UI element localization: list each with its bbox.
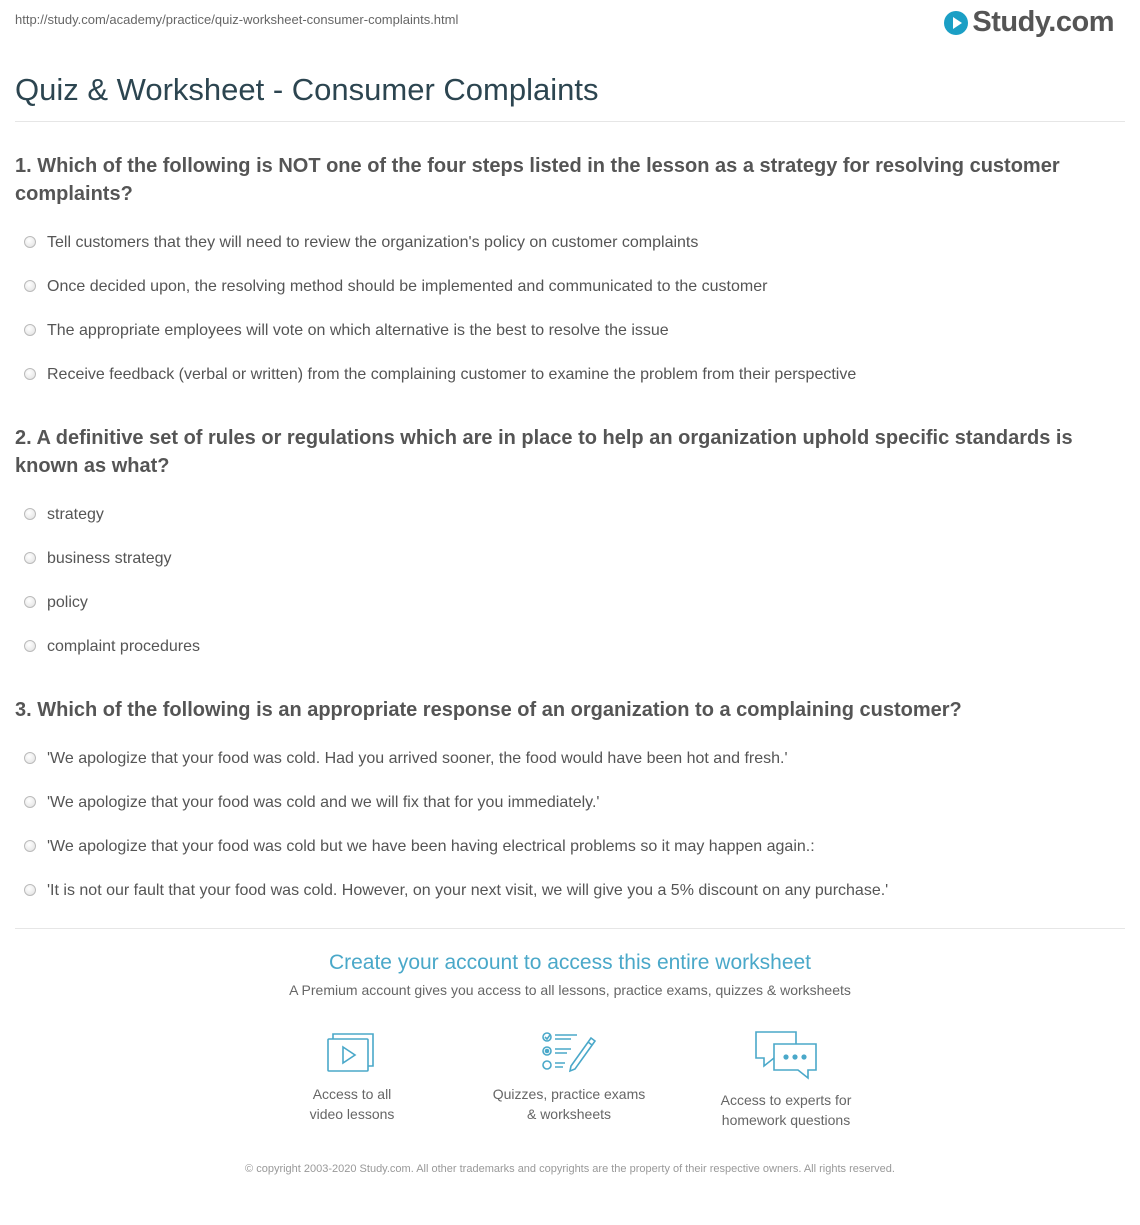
answer-text: 'It is not our fault that your food was cold. However, on your next visit, we will give you a 5% discount on any purchase.'	[47, 882, 889, 899]
answer-option[interactable]	[15, 625, 1125, 669]
radio-button[interactable]	[24, 840, 36, 852]
radio-button[interactable]	[24, 280, 36, 292]
radio-button[interactable]	[24, 884, 36, 896]
question-3	[15, 696, 1125, 913]
logo-text: Study.com	[972, 6, 1114, 38]
feature-label: Quizzes, practice exams & worksheets	[492, 1086, 646, 1122]
answer-text: Tell customers that they will need to review the organization's policy on customer complaints	[47, 234, 699, 251]
quiz-questions	[15, 152, 1125, 940]
radio-button[interactable]	[24, 596, 36, 608]
answer-text: strategy	[47, 506, 104, 523]
question-text: 3. Which of the following is an appropriate response of an organization to a complaining customer?	[15, 699, 962, 721]
feature-label: Access to experts for homework questions	[720, 1092, 852, 1128]
radio-button[interactable]	[24, 552, 36, 564]
radio-button[interactable]	[24, 236, 36, 248]
radio-button[interactable]	[24, 640, 36, 652]
copyright-notice: © copyright 2003-2020 Study.com. All other trademarks and copyrights are the property of their respective owners. All rights reserved.	[245, 1163, 895, 1175]
radio-button[interactable]	[24, 368, 36, 380]
radio-button[interactable]	[24, 324, 36, 336]
video-lessons-icon	[326, 1030, 378, 1074]
play-circle-icon	[944, 11, 968, 35]
page-url: http://study.com/academy/practice/quiz-worksheet-consumer-complaints.html	[15, 12, 459, 27]
answer-option[interactable]	[15, 581, 1125, 625]
answer-option[interactable]	[15, 353, 1125, 397]
quiz-checklist-icon	[541, 1030, 597, 1074]
answer-option[interactable]	[15, 869, 1125, 913]
create-account-link[interactable]: Create your account to access this entire worksheet	[328, 951, 812, 974]
answer-text: Once decided upon, the resolving method should be implemented and communicated to the customer	[47, 278, 768, 295]
radio-button[interactable]	[24, 508, 36, 520]
answer-text: 'We apologize that your food was cold but we have been having electrical problems so it may happen again.:	[47, 838, 815, 855]
answer-option[interactable]	[15, 221, 1125, 265]
answer-option[interactable]	[15, 537, 1125, 581]
chat-bubbles-icon	[754, 1030, 818, 1080]
question-text: 1. Which of the following is NOT one of the four steps listed in the lesson as a strategy for resolving customer complaints?	[15, 155, 1060, 205]
answer-option[interactable]	[15, 825, 1125, 869]
answer-text: The appropriate employees will vote on which alternative is the best to resolve the issue	[47, 322, 669, 339]
cta-subtitle: A Premium account gives you access to all lessons, practice exams, quizzes & worksheets	[289, 982, 851, 998]
question-1	[15, 152, 1125, 397]
feature-label: Access to all video lessons	[309, 1086, 395, 1122]
answer-option[interactable]	[15, 309, 1125, 353]
radio-button[interactable]	[24, 796, 36, 808]
feature-experts	[686, 1030, 886, 1130]
question-text: 2. A definitive set of rules or regulations which are in place to help an organization uphold specific standards is known as what?	[15, 427, 1073, 477]
study-logo[interactable]	[944, 6, 1114, 39]
cta-divider	[15, 928, 1125, 929]
title-divider	[15, 121, 1125, 122]
question-2	[15, 424, 1125, 669]
radio-button[interactable]	[24, 752, 36, 764]
answer-option[interactable]	[15, 737, 1125, 781]
top-bar	[0, 0, 1140, 50]
feature-quizzes	[469, 1030, 669, 1124]
answer-text: complaint procedures	[47, 638, 200, 655]
answer-text: business strategy	[47, 550, 172, 567]
answer-text: policy	[47, 594, 88, 611]
answer-text: 'We apologize that your food was cold and we will fix that for you immediately.'	[47, 794, 600, 811]
answer-text: 'We apologize that your food was cold. Had you arrived sooner, the food would have been hot and fresh.'	[47, 750, 788, 767]
answer-option[interactable]	[15, 493, 1125, 537]
answer-option[interactable]	[15, 265, 1125, 309]
answer-option[interactable]	[15, 781, 1125, 825]
answer-text: Receive feedback (verbal or written) from the complaining customer to examine the problem from their perspective	[47, 366, 857, 383]
feature-video-lessons	[252, 1030, 452, 1124]
page-title: Quiz & Worksheet - Consumer Complaints	[15, 72, 599, 107]
